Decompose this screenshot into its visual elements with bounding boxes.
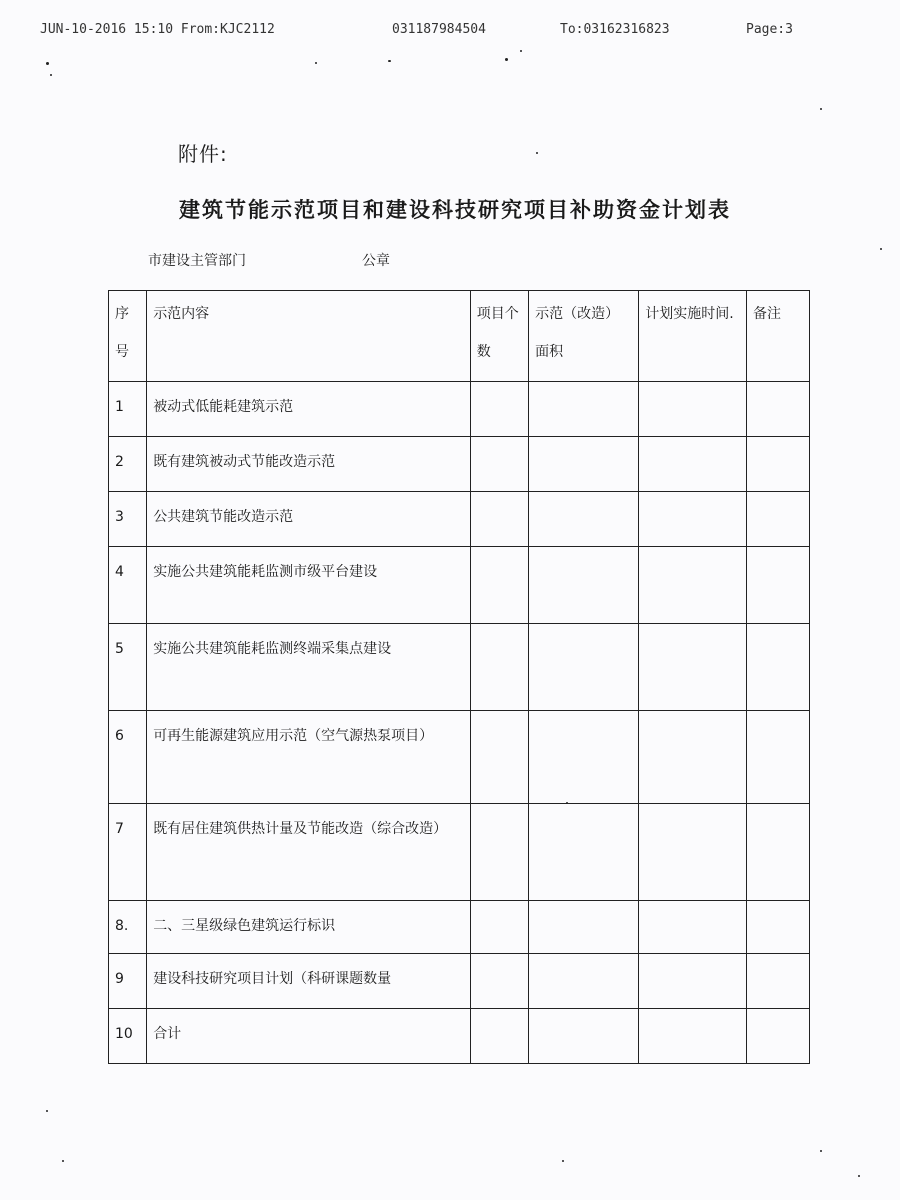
document-title: 建筑节能示范项目和建设科技研究项目补助资金计划表 — [179, 198, 731, 222]
cell-area — [529, 901, 639, 954]
speckle — [536, 152, 538, 154]
cell-time — [639, 804, 747, 901]
cell-area — [529, 1009, 639, 1064]
cell-count — [470, 624, 528, 711]
speckle — [858, 1175, 860, 1177]
cell-count — [470, 437, 528, 492]
row-content: 二、三星级绿色建筑运行标识 — [147, 901, 471, 954]
speckle — [562, 1160, 564, 1162]
fax-header — [40, 22, 860, 42]
cell-time — [639, 711, 747, 804]
row-number: 2 — [109, 437, 147, 492]
row-number: 9 — [109, 954, 147, 1009]
cell-area — [529, 382, 639, 437]
cell-count — [470, 492, 528, 547]
row-content: 实施公共建筑能耗监测终端采集点建设 — [147, 624, 471, 711]
fax-page-number: Page:3 — [746, 22, 793, 37]
cell-count — [470, 711, 528, 804]
row-content: 既有建筑被动式节能改造示范 — [147, 437, 471, 492]
table-row — [109, 624, 810, 711]
speckle — [566, 802, 568, 804]
cell-note — [747, 547, 810, 624]
speckle — [62, 1160, 64, 1162]
speckle — [520, 50, 522, 52]
header-count: 项目个数 — [470, 291, 528, 382]
cell-time — [639, 382, 747, 437]
header-area: 示范（改造）面积 — [529, 291, 639, 382]
cell-note — [747, 901, 810, 954]
table-row — [109, 954, 810, 1009]
cell-note — [747, 382, 810, 437]
cell-note — [747, 954, 810, 1009]
header-time: 计划实施时间. — [639, 291, 747, 382]
header-note: 备注 — [747, 291, 810, 382]
row-content: 公共建筑节能改造示范 — [147, 492, 471, 547]
row-number: 8. — [109, 901, 147, 954]
cell-area — [529, 624, 639, 711]
table-row — [109, 1009, 810, 1064]
row-number: 6 — [109, 711, 147, 804]
cell-time — [639, 901, 747, 954]
row-number: 3 — [109, 492, 147, 547]
speckle — [505, 58, 508, 61]
speckle — [388, 60, 391, 62]
attachment-label: 附件: — [178, 142, 228, 166]
speckle — [50, 74, 52, 76]
cell-area — [529, 804, 639, 901]
header-no: 序号 — [109, 291, 147, 382]
cell-note — [747, 437, 810, 492]
table-row — [109, 804, 810, 901]
table-row — [109, 547, 810, 624]
cell-count — [470, 954, 528, 1009]
cell-time — [639, 624, 747, 711]
fax-date-time: JUN-10-2016 15:10 From:KJC2112 — [40, 22, 275, 37]
cell-area — [529, 437, 639, 492]
table-row — [109, 492, 810, 547]
row-number: 5 — [109, 624, 147, 711]
cell-time — [639, 1009, 747, 1064]
cell-time — [639, 547, 747, 624]
speckle — [880, 248, 882, 250]
table-row — [109, 437, 810, 492]
funding-plan-table — [108, 290, 810, 1064]
row-number: 10 — [109, 1009, 147, 1064]
speckle — [46, 1110, 48, 1112]
speckle — [820, 1150, 822, 1152]
row-number: 7 — [109, 804, 147, 901]
table-row — [109, 901, 810, 954]
department-label: 市建设主管部门 — [148, 253, 246, 269]
header-content: 示范内容 — [147, 291, 471, 382]
table-row — [109, 711, 810, 804]
seal-label: 公章 — [362, 253, 390, 269]
cell-area — [529, 547, 639, 624]
cell-note — [747, 1009, 810, 1064]
cell-time — [639, 492, 747, 547]
cell-area — [529, 954, 639, 1009]
row-content: 实施公共建筑能耗监测市级平台建设 — [147, 547, 471, 624]
table-header-row — [109, 291, 810, 382]
cell-count — [470, 547, 528, 624]
fax-from-number: 031187984504 — [392, 22, 486, 37]
cell-note — [747, 804, 810, 901]
cell-area — [529, 492, 639, 547]
cell-note — [747, 711, 810, 804]
cell-count — [470, 382, 528, 437]
cell-time — [639, 954, 747, 1009]
row-number: 4 — [109, 547, 147, 624]
speckle — [46, 62, 49, 65]
cell-count — [470, 901, 528, 954]
row-content: 可再生能源建筑应用示范（空气源热泵项目） — [147, 711, 471, 804]
cell-note — [747, 624, 810, 711]
row-content: 被动式低能耗建筑示范 — [147, 382, 471, 437]
row-number: 1 — [109, 382, 147, 437]
cell-count — [470, 1009, 528, 1064]
row-content: 既有居住建筑供热计量及节能改造（综合改造） — [147, 804, 471, 901]
fax-to-number: To:03162316823 — [560, 22, 670, 37]
table-row — [109, 382, 810, 437]
row-content: 建设科技研究项目计划（科研课题数量 — [147, 954, 471, 1009]
cell-note — [747, 492, 810, 547]
cell-time — [639, 437, 747, 492]
cell-area — [529, 711, 639, 804]
speckle — [820, 108, 822, 110]
row-content: 合计 — [147, 1009, 471, 1064]
speckle — [315, 62, 317, 64]
cell-count — [470, 804, 528, 901]
